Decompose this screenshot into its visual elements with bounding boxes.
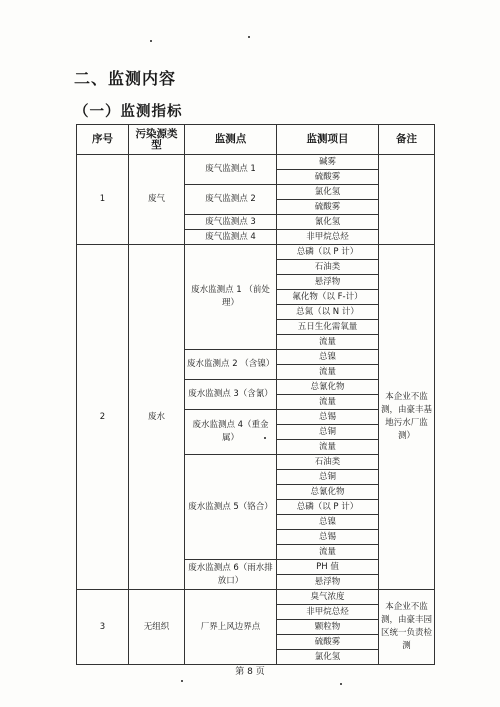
monitoring-item: 臭气浓度 (277, 590, 379, 605)
monitoring-item: 流量 (277, 335, 379, 350)
monitoring-item: 总镍 (277, 515, 379, 530)
monitoring-item: 流量 (277, 395, 379, 410)
monitoring-item: 五日生化需氧量 (277, 320, 379, 335)
note: 本企业不监测，由豪丰园区统一负责检测 (379, 590, 435, 665)
header-monitoring-point: 监测点 (185, 125, 277, 155)
note: 本企业不监测，由豪丰基地污水厂监测） (379, 245, 435, 590)
source-type: 废水 (129, 245, 185, 590)
note (379, 155, 435, 245)
row-number: 2 (77, 245, 129, 590)
header-source-type: 污染源类型 (129, 125, 185, 155)
monitoring-item: 硫酸雾 (277, 635, 379, 650)
monitoring-item: 氯化氢 (277, 650, 379, 665)
scan-speck (181, 680, 183, 682)
monitoring-item: 氯化氢 (277, 185, 379, 200)
monitoring-item: 碱雾 (277, 155, 379, 170)
monitoring-item: 流量 (277, 440, 379, 455)
monitoring-point: 废水监测点 4（重金属） (185, 410, 277, 455)
monitoring-item: 流量 (277, 365, 379, 380)
monitoring-point: 废水监测点 5（铬合） (185, 455, 277, 560)
monitoring-item: 石油类 (277, 260, 379, 275)
header-no: 序号 (77, 125, 129, 155)
table-row (77, 155, 435, 170)
monitoring-item: 流量 (277, 545, 379, 560)
row-number: 3 (77, 590, 129, 665)
header-monitoring-item: 监测项目 (277, 125, 379, 155)
section-title: 二、监测内容 (74, 69, 177, 88)
monitoring-item: 总磷（以 P 计） (277, 500, 379, 515)
monitoring-item: 氟化物（以 F-计） (277, 290, 379, 305)
monitoring-table (76, 124, 435, 665)
monitoring-item: 总氰化物 (277, 380, 379, 395)
monitoring-point: 废水监测点 2 （含镍） (185, 350, 277, 380)
monitoring-point: 废水监测点 3（含氰） (185, 380, 277, 410)
monitoring-item: 颗粒物 (277, 620, 379, 635)
table-row (77, 245, 435, 260)
monitoring-point: 废水监测点 1 （前处理） (185, 245, 277, 350)
source-type: 废气 (129, 155, 185, 245)
scan-speck (264, 437, 266, 439)
row-number: 1 (77, 155, 129, 245)
monitoring-point: 废气监测点 1 (185, 155, 277, 185)
table-body (77, 155, 435, 665)
monitoring-item: 石油类 (277, 455, 379, 470)
scan-speck (248, 36, 250, 38)
scan-speck (150, 40, 152, 42)
monitoring-point: 废气监测点 3 (185, 215, 277, 230)
header-note: 备注 (379, 125, 435, 155)
monitoring-item: 硫酸雾 (277, 200, 379, 215)
monitoring-item: 氰化氢 (277, 215, 379, 230)
source-type: 无组织 (129, 590, 185, 665)
monitoring-item: 总氮（以 N 计） (277, 305, 379, 320)
scan-speck (340, 683, 342, 685)
monitoring-point: 废气监测点 4 (185, 230, 277, 245)
monitoring-item: 悬浮物 (277, 275, 379, 290)
monitoring-item: PH 值 (277, 560, 379, 575)
monitoring-item: 总镍 (277, 350, 379, 365)
monitoring-item: 总锡 (277, 410, 379, 425)
monitoring-item: 总氰化物 (277, 485, 379, 500)
monitoring-item: 悬浮物 (277, 575, 379, 590)
subsection-title: （一）监测指标 (74, 104, 183, 120)
monitoring-point: 废水监测点 6（雨水排放口） (185, 560, 277, 590)
table-header-row (77, 125, 435, 155)
monitoring-item: 非甲烷总烃 (277, 605, 379, 620)
monitoring-point: 厂界上风边界点 (185, 590, 277, 665)
monitoring-point: 废气监测点 2 (185, 185, 277, 215)
monitoring-item: 总锡 (277, 530, 379, 545)
page-number: 第 8 页 (235, 667, 265, 677)
monitoring-item: 总铜 (277, 425, 379, 440)
monitoring-item: 非甲烷总烃 (277, 230, 379, 245)
monitoring-item: 总铜 (277, 470, 379, 485)
table-row (77, 590, 435, 605)
monitoring-item: 总磷（以 P 计） (277, 245, 379, 260)
monitoring-item: 硫酸雾 (277, 170, 379, 185)
